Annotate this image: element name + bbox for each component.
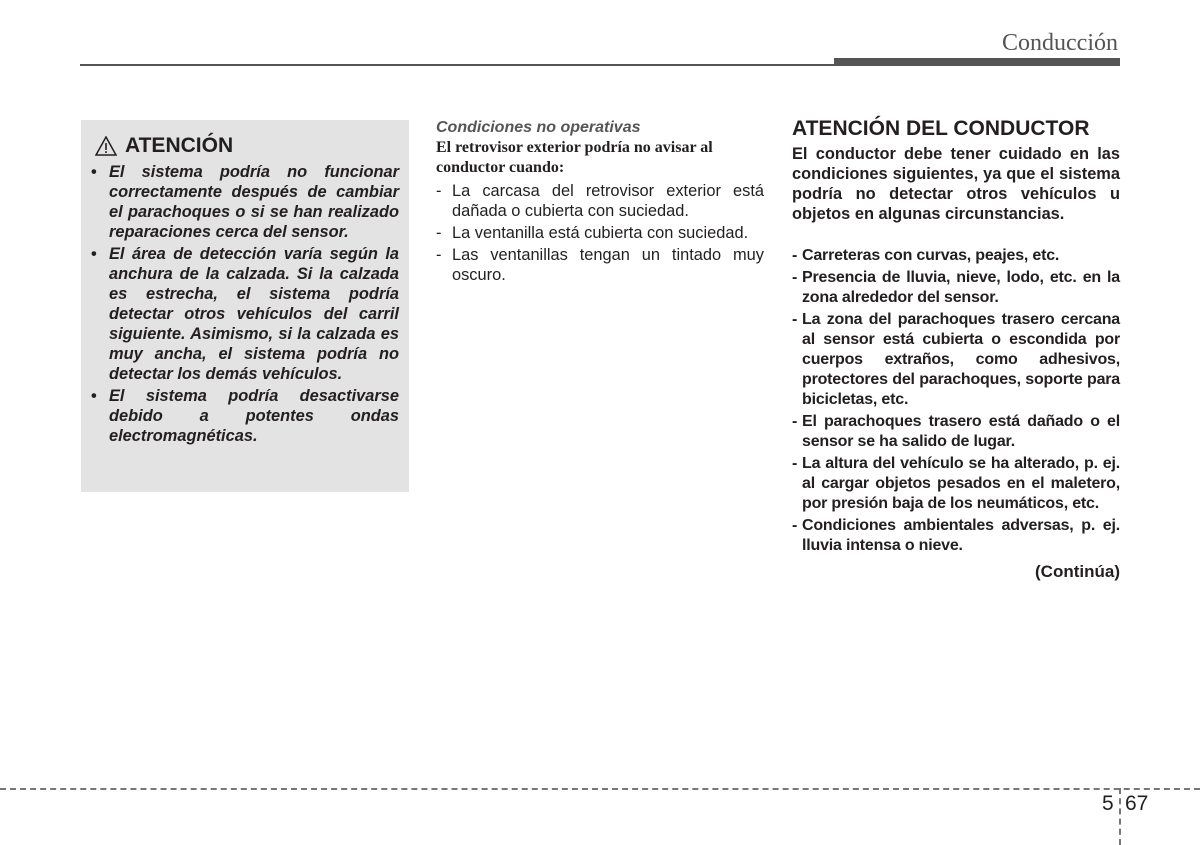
warning-list bbox=[91, 162, 399, 446]
header-rule-accent bbox=[834, 58, 1120, 66]
list-item: - Carreteras con curvas, peajes, etc. bbox=[792, 246, 1120, 266]
warning-box bbox=[81, 120, 409, 492]
warning-heading: ATENCIÓN bbox=[125, 134, 234, 157]
circumstances-list bbox=[792, 246, 1120, 556]
list-item: - El parachoques trasero está dañado o el sensor se ha salido de lugar. bbox=[792, 412, 1120, 452]
continued-label: (Continúa) bbox=[1035, 562, 1120, 581]
section-title: ATENCIÓN DEL CONDUCTOR bbox=[792, 117, 1090, 140]
page-number: 67 bbox=[1125, 792, 1149, 815]
conditions-list bbox=[436, 181, 764, 285]
section-subheading: Condiciones no operativas bbox=[436, 119, 641, 136]
warning-item: • El área de detección varía según la anchura de la calzada. Si la calzada es estrecha, el sistema podría detectar otros vehículos del carril siguiente. Asimismo, si la calzada es muy ancha, el sistema podría no detectar los demás vehículos. bbox=[91, 244, 399, 384]
section-number: 5 bbox=[1102, 792, 1114, 815]
warning-item: • El sistema podría desactivarse debido a potentes ondas electromagnéticas. bbox=[91, 386, 399, 446]
list-item: - La carcasa del retrovisor exterior está dañada o cubierta con suciedad. bbox=[436, 181, 764, 221]
list-item: - La altura del vehículo se ha alterado, p. ej. al cargar objetos pesados en el maletero, por presión baja de los neumáticos, etc. bbox=[792, 454, 1120, 514]
section-lead: El retrovisor exterior podría no avisar al conductor cuando: bbox=[436, 139, 713, 176]
driver-attention-section bbox=[792, 116, 1120, 582]
footer-divider bbox=[1119, 788, 1121, 845]
header-rule bbox=[80, 64, 840, 66]
list-item: - La ventanilla está cubierta con suciedad. bbox=[436, 223, 764, 243]
warning-triangle-icon bbox=[95, 136, 117, 156]
footer-rule bbox=[0, 788, 1200, 790]
section-intro: El conductor debe tener cuidado en las condiciones siguientes, ya que el sistema podría no detectar otros vehículos u objetos en algunas circunstancias. bbox=[792, 145, 1120, 223]
warning-item: • El sistema podría no funcionar correctamente después de cambiar el parachoques o si se han realizado reparaciones cerca del sensor. bbox=[91, 162, 399, 242]
list-item: - Condiciones ambientales adversas, p. ej. lluvia intensa o nieve. bbox=[792, 516, 1120, 556]
list-item: - Presencia de lluvia, nieve, lodo, etc. en la zona alrededor del sensor. bbox=[792, 268, 1120, 308]
warning-heading-row bbox=[95, 134, 399, 158]
list-item: - La zona del parachoques trasero cercana al sensor está cubierta o escondida por cuerpos extraños, como adhesivos, protectores del parachoques, soporte para bicicletas, etc. bbox=[792, 310, 1120, 410]
chapter-title: Conducción bbox=[1002, 30, 1118, 56]
list-item: - Las ventanillas tengan un tintado muy oscuro. bbox=[436, 245, 764, 285]
non-operative-conditions-section bbox=[436, 118, 764, 287]
